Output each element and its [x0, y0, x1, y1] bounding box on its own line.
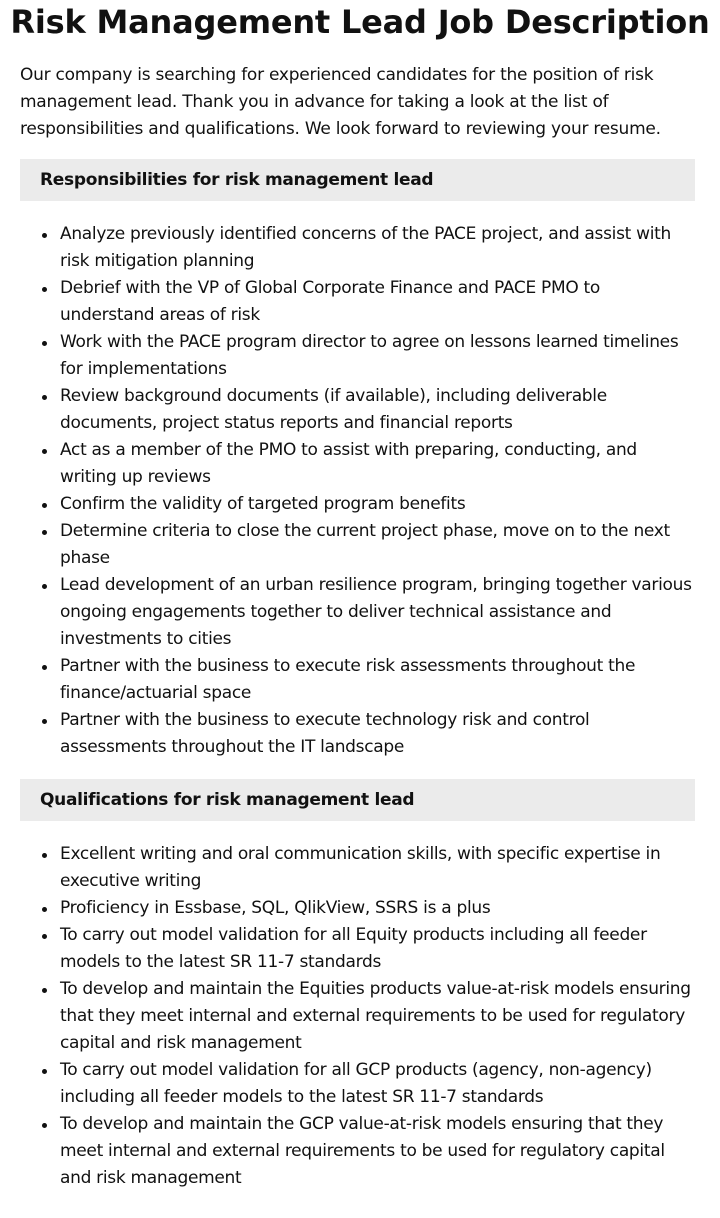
list-item: Excellent writing and oral communication skills, with specific expertise in executive writing	[60, 841, 720, 895]
responsibilities-heading: Responsibilities for risk management lead	[20, 159, 695, 201]
list-item: Confirm the validity of targeted program benefits	[60, 491, 720, 518]
list-item: Determine criteria to close the current project phase, move on to the next phase	[60, 518, 720, 572]
page-title: Risk Management Lead Job Description	[10, 3, 710, 41]
list-item: Act as a member of the PMO to assist with preparing, conducting, and writing up reviews	[60, 437, 720, 491]
qualifications-heading: Qualifications for risk management lead	[20, 779, 695, 821]
list-item: Partner with the business to execute risk assessments throughout the finance/actuarial space	[60, 653, 720, 707]
list-item: To carry out model validation for all Equity products including all feeder models to the latest SR 11-7 standards	[60, 922, 720, 976]
list-item: Partner with the business to execute technology risk and control assessments throughout the IT landscape	[60, 707, 720, 761]
list-item: Debrief with the VP of Global Corporate Finance and PACE PMO to understand areas of risk	[60, 275, 720, 329]
list-item: Lead development of an urban resilience program, bringing together various ongoing engagements together to deliver technical assistance and investments to cities	[60, 572, 720, 653]
list-item: Review background documents (if available), including deliverable documents, project status reports and financial reports	[60, 383, 720, 437]
qualifications-list	[0, 841, 720, 1192]
list-item: To carry out model validation for all GCP products (agency, non-agency) including all feeder models to the latest SR 11-7 standards	[60, 1057, 720, 1111]
list-item: Work with the PACE program director to agree on lessons learned timelines for implementations	[60, 329, 720, 383]
intro-paragraph: Our company is searching for experienced candidates for the position of risk management lead. Thank you in advance for taking a look at the list of responsibilities and qualifications. We look forward to reviewing your resume.	[20, 65, 661, 139]
list-item: Proficiency in Essbase, SQL, QlikView, SSRS is a plus	[60, 895, 720, 922]
list-item: To develop and maintain the Equities products value-at-risk models ensuring that they meet internal and external requirements to be used for regulatory capital and risk management	[60, 976, 720, 1057]
list-item: Analyze previously identified concerns of the PACE project, and assist with risk mitigation planning	[60, 221, 720, 275]
list-item: To develop and maintain the GCP value-at-risk models ensuring that they meet internal and external requirements to be used for regulatory capital and risk management	[60, 1111, 720, 1192]
responsibilities-list	[0, 221, 720, 761]
